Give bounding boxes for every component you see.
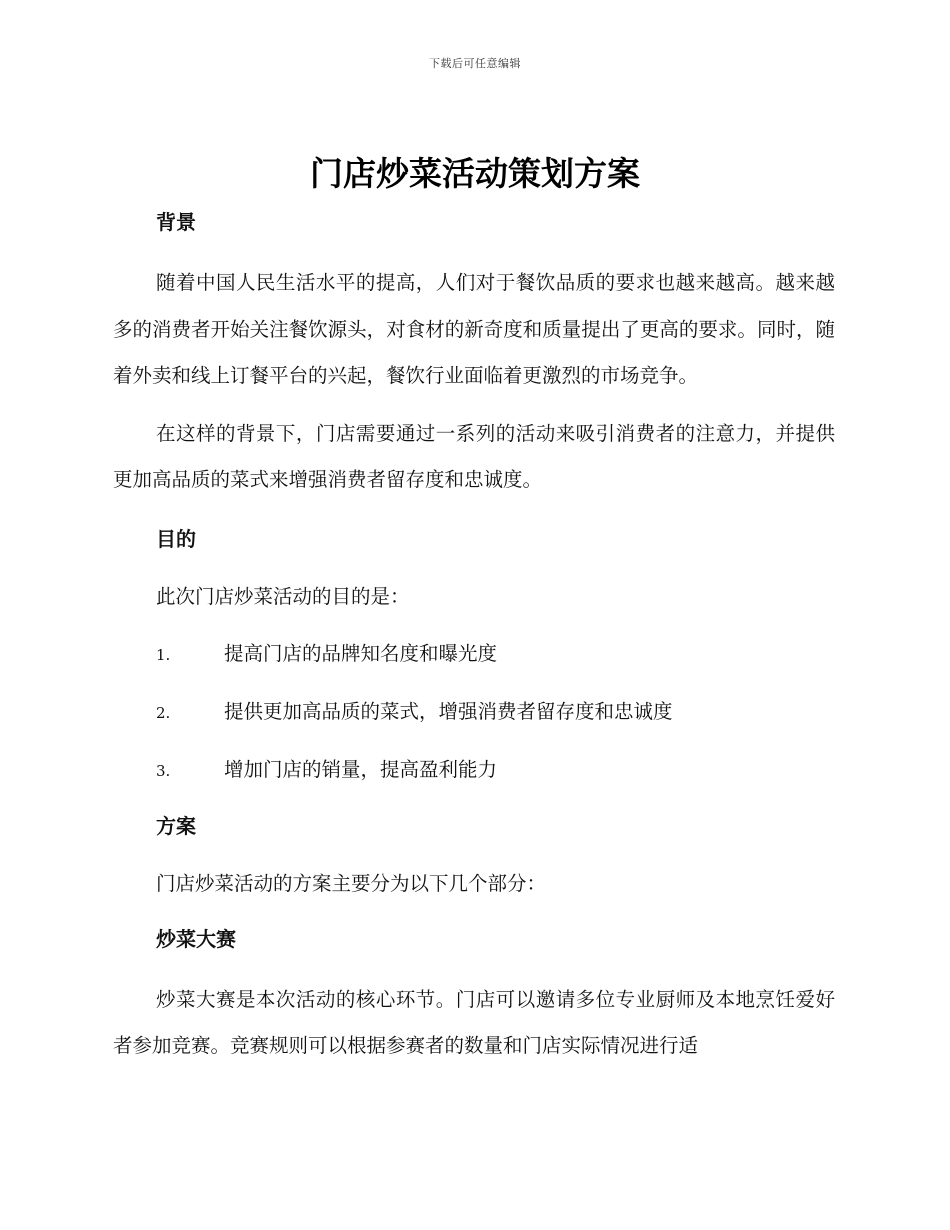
list-item (156, 634, 835, 675)
section-heading-background: 背景 (156, 210, 196, 234)
document-body (113, 204, 835, 1070)
purpose-intro: 此次门店炒菜活动的目的是： (156, 584, 410, 608)
background-paragraph-2: 在这样的背景下，门店需要通过一系列的活动来吸引消费者的注意力，并提供更加高品质的菜式来增强消费者留存度和忠诚度。 (113, 421, 835, 491)
plan-intro: 门店炒菜活动的方案主要分为以下几个部分： (156, 871, 547, 895)
list-number: 1. (156, 645, 171, 664)
list-item (156, 692, 835, 733)
header-note: 下载后可任意编辑 (429, 57, 521, 70)
list-text: 增加门店的销量，提高盈利能力 (224, 757, 498, 781)
section-heading-plan: 方案 (156, 813, 196, 838)
section-heading-contest: 炒菜大赛 (156, 926, 236, 951)
list-text: 提高门店的品牌知名度和曝光度 (224, 641, 498, 665)
document-title: 门店炒菜活动策划方案 (310, 154, 640, 193)
list-number: 3. (156, 761, 171, 780)
background-paragraph-1: 随着中国人民生活水平的提高，人们对于餐饮品质的要求也越来越高。越来越多的消费者开始关注餐饮源头，对食材的新奇度和质量提出了更高的要求。同时，随着外卖和线上订餐平台的兴起，餐饮行业面临着更激烈的市场竞争。 (113, 271, 835, 387)
section-heading-purpose: 目的 (156, 526, 196, 551)
list-text: 提供更加高品质的菜式，增强消费者留存度和忠诚度 (224, 699, 673, 723)
contest-paragraph: 炒菜大赛是本次活动的核心环节。门店可以邀请多位专业厨师及本地烹饪爱好者参加竞赛。竞赛规则可以根据参赛者的数量和门店实际情况进行适 (113, 987, 835, 1057)
list-item (156, 750, 835, 791)
list-number: 2. (156, 703, 171, 722)
